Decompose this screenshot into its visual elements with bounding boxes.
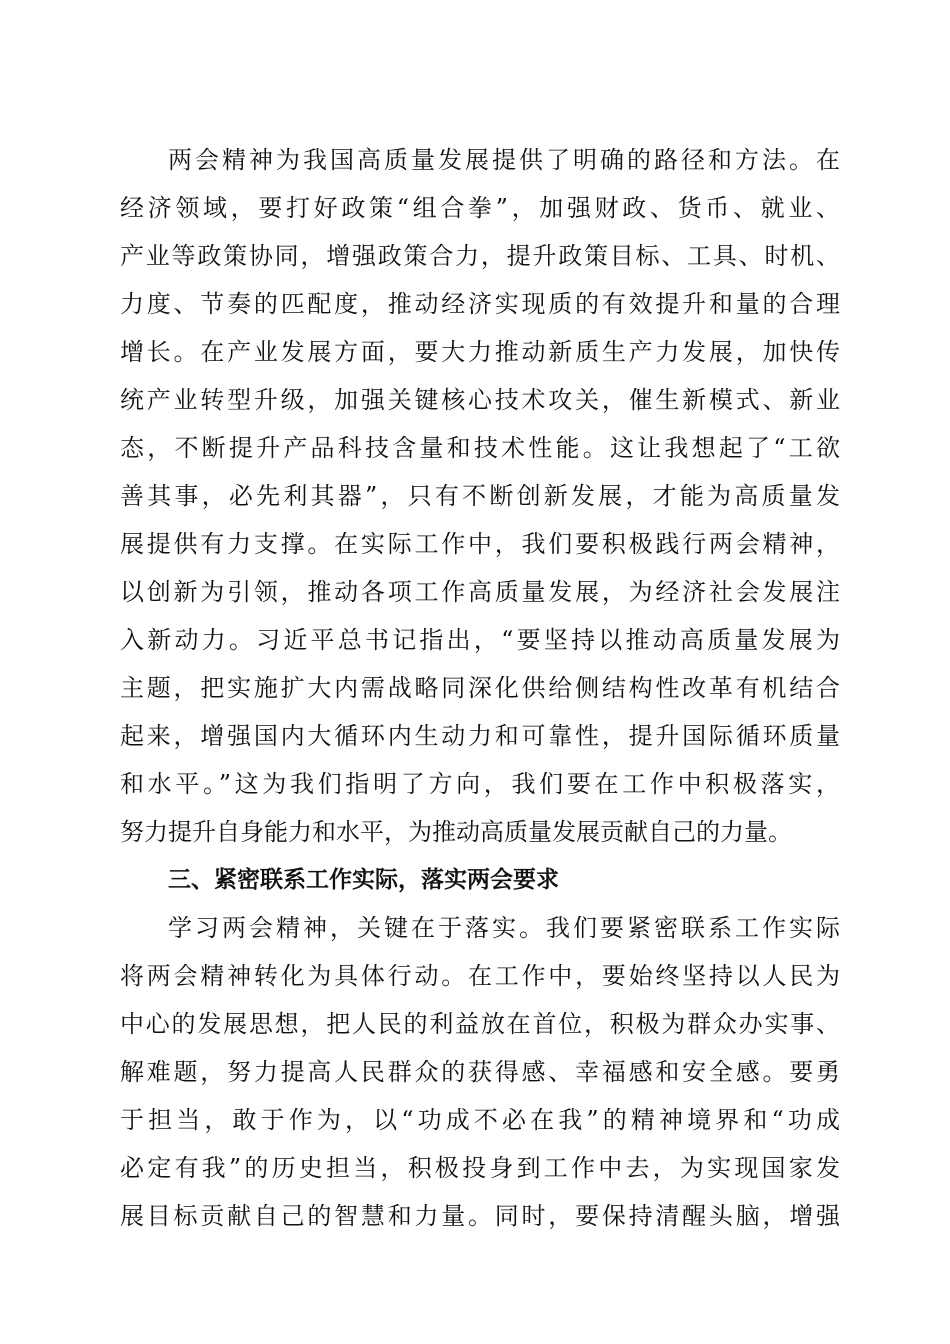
paragraph-1-line-14: 和水平。”这为我们指明了方向，我们要在工作中积极落实， bbox=[120, 770, 840, 798]
paragraph-1-line-6: 统产业转型升级，加强关键核心技术攻关，催生新模式、新业 bbox=[120, 386, 840, 414]
paragraph-1-line-11: 入新动力。习近平总书记指出，“要坚持以推动高质量发展为 bbox=[120, 626, 840, 654]
paragraph-1-line-10: 以创新为引领，推动各项工作高质量发展，为经济社会发展注 bbox=[120, 578, 840, 606]
paragraph-2-line-3: 中心的发展思想，把人民的利益放在首位，积极为群众办实事、 bbox=[120, 1010, 840, 1038]
paragraph-1-line-7: 态，不断提升产品科技含量和技术性能。这让我想起了“工欲 bbox=[120, 434, 840, 462]
paragraph-1-line-9: 展提供有力支撑。在实际工作中，我们要积极践行两会精神， bbox=[120, 530, 840, 558]
paragraph-2-line-5: 于担当，敢于作为，以“功成不必在我”的精神境界和“功成 bbox=[120, 1106, 840, 1134]
paragraph-2-line-6: 必定有我”的历史担当，积极投身到工作中去，为实现国家发 bbox=[120, 1154, 840, 1182]
paragraph-1-line-13: 起来，增强国内大循环内生动力和可靠性，提升国际循环质量 bbox=[120, 722, 840, 750]
paragraph-2-line-4: 解难题，努力提高人民群众的获得感、幸福感和安全感。要勇 bbox=[120, 1058, 840, 1086]
section-heading: 三、紧密联系工作实际，落实两会要求 bbox=[168, 867, 559, 893]
paragraph-1-line-5: 增长。在产业发展方面，要大力推动新质生产力发展，加快传 bbox=[120, 338, 840, 366]
paragraph-2-line-2: 将两会精神转化为具体行动。在工作中，要始终坚持以人民为 bbox=[120, 962, 840, 990]
paragraph-1-line-4: 力度、节奏的匹配度，推动经济实现质的有效提升和量的合理 bbox=[120, 290, 840, 318]
paragraph-1-line-8: 善其事，必先利其器”，只有不断创新发展，才能为高质量发 bbox=[120, 482, 840, 510]
paragraph-1-line-2: 经济领域，要打好政策“组合拳”，加强财政、货币、就业、 bbox=[120, 194, 840, 222]
paragraph-2-line-7: 展目标贡献自己的智慧和力量。同时，要保持清醒头脑，增强 bbox=[120, 1202, 840, 1230]
paragraph-1-line-3: 产业等政策协同，增强政策合力，提升政策目标、工具、时机、 bbox=[120, 242, 840, 270]
paragraph-1-line-15: 努力提升自身能力和水平，为推动高质量发展贡献自己的力量。 bbox=[120, 818, 792, 846]
paragraph-1-line-12: 主题，把实施扩大内需战略同深化供给侧结构性改革有机结合 bbox=[120, 674, 840, 702]
paragraph-1-line-1: 两会精神为我国高质量发展提供了明确的路径和方法。在 bbox=[168, 146, 840, 174]
paragraph-2-line-1: 学习两会精神，关键在于落实。我们要紧密联系工作实际 bbox=[168, 914, 840, 942]
